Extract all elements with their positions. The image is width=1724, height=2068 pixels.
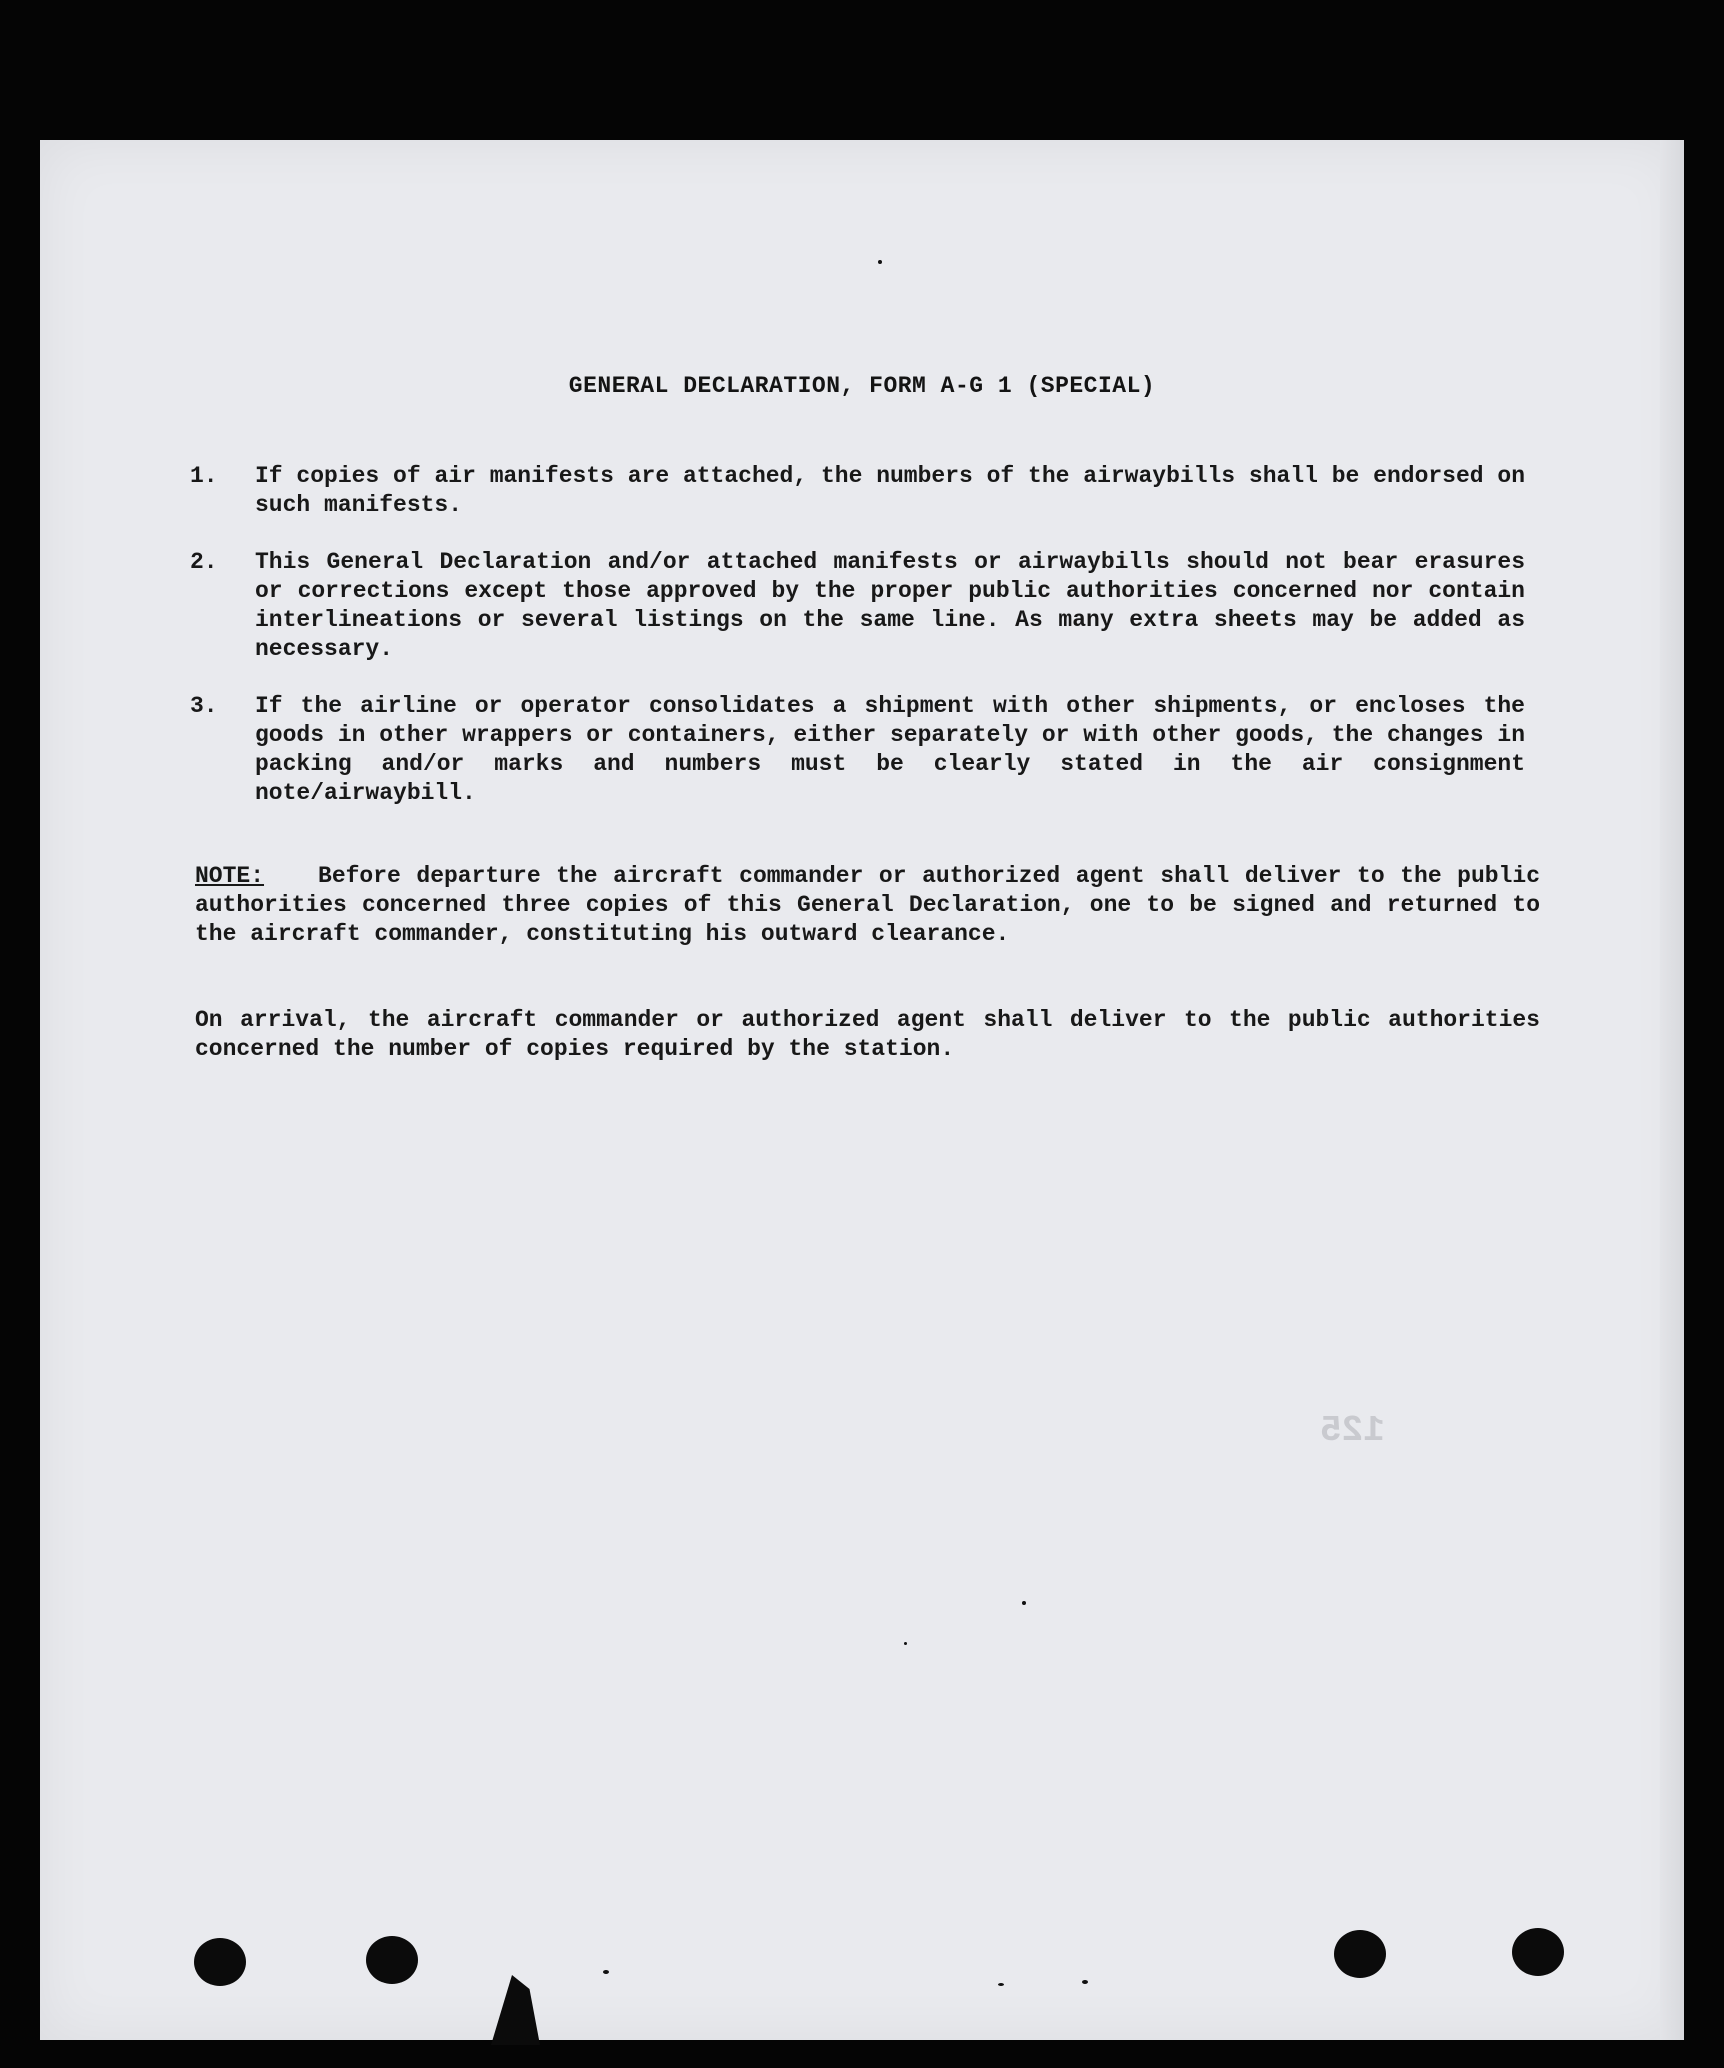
- list-item: [190, 692, 1540, 808]
- punch-hole: [366, 1936, 418, 1984]
- punch-hole: [1334, 1930, 1386, 1978]
- arrival-paragraph: On arrival, the aircraft commander or authorized agent shall deliver to the public authorities concerned the number of copies required by the station.: [195, 1007, 1540, 1062]
- note-paragraph: [195, 862, 1540, 949]
- list-item: [190, 462, 1540, 520]
- speck: [1082, 1980, 1088, 1984]
- note-label: NOTE:: [195, 863, 265, 889]
- page-edge: [1660, 140, 1684, 2040]
- punch-hole: [194, 1938, 246, 1986]
- speck: [878, 260, 882, 264]
- speck: [998, 1983, 1004, 1986]
- speck: [603, 1970, 609, 1974]
- item-number: 2.: [190, 549, 218, 575]
- item-number: 3.: [190, 693, 218, 719]
- item-text: This General Declaration and/or attached manifests or airwaybills should not bear erasures or corrections except those approved by the proper public authorities concerned nor contain interlineations or several listings on the same line. As many extra sheets may be added as necessary.: [255, 549, 1525, 662]
- speck: [904, 1642, 907, 1645]
- speck: [1022, 1601, 1026, 1605]
- document-page: [40, 140, 1684, 2040]
- punch-hole: [1512, 1928, 1564, 1976]
- note-text: Before departure the aircraft commander or authorized agent shall deliver to the public authorities concerned three copies of this General Declaration, one to be signed and returned to the aircraft commander, constituting his outward clearance.: [195, 863, 1540, 947]
- list-item: [190, 548, 1540, 664]
- item-text: If copies of air manifests are attached, the numbers of the airwaybills shall be endorsed on such manifests.: [255, 463, 1525, 518]
- document-title: GENERAL DECLARATION, FORM A-G 1 (SPECIAL): [568, 373, 1156, 399]
- item-text: If the airline or operator consolidates a shipment with other shipments, or encloses the goods in other wrappers or containers, either separately or with other goods, the changes in packing and/or marks and numbers must be clearly stated in the air consignment note/airwaybill.: [255, 693, 1525, 806]
- item-number: 1.: [190, 463, 218, 489]
- bleed-through-mark: 125: [1320, 1410, 1385, 1451]
